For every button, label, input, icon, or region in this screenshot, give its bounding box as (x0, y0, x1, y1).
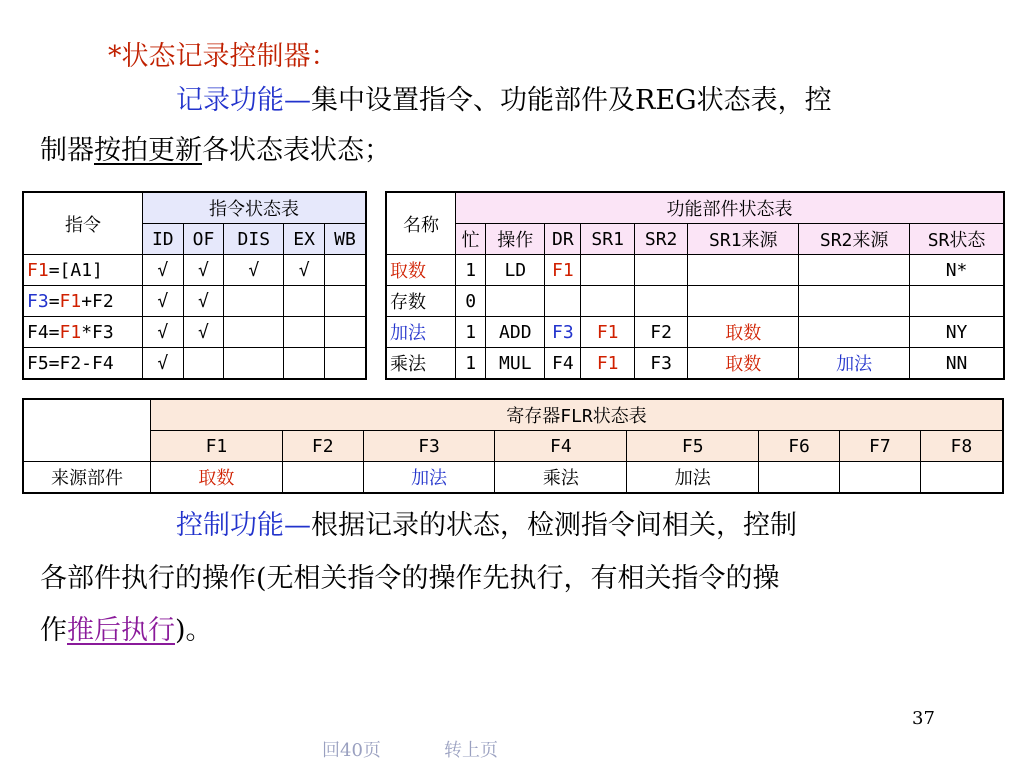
deferred-exec-link[interactable]: 推后执行 (67, 615, 175, 646)
register-status-table (22, 398, 1004, 494)
fu-name-header: 名称 (386, 192, 456, 255)
table-row (23, 348, 366, 380)
reg-source: 加法 (627, 462, 759, 494)
fu-cell (486, 286, 545, 317)
reg-source: 加法 (363, 462, 495, 494)
fu-cell: F1 (545, 255, 581, 286)
control-text-3-post: )。 (175, 615, 213, 646)
fu-name: 乘法 (386, 348, 456, 380)
fu-col-header: SR2 (634, 224, 687, 255)
stage-mark (284, 348, 325, 380)
stage-header: WB (324, 224, 366, 255)
record-line-1 (176, 76, 832, 126)
fu-cell: F3 (634, 348, 687, 380)
stage-mark: √ (143, 286, 184, 317)
fu-cell: 取数 (688, 317, 799, 348)
reg-col-header: F2 (282, 431, 363, 462)
fu-col-header: SR1来源 (688, 224, 799, 255)
fu-cell (581, 255, 634, 286)
fu-cell: 取数 (688, 348, 799, 380)
fu-cell: F1 (581, 348, 634, 380)
reg-source (282, 462, 363, 494)
stage-mark: √ (143, 317, 184, 348)
table-row (386, 255, 1004, 286)
control-label: 控制功能— (176, 510, 311, 541)
fu-cell (799, 286, 910, 317)
stage-mark (324, 255, 366, 286)
reg-col-header: F7 (839, 431, 920, 462)
fu-group-title: 功能部件状态表 (456, 192, 1005, 224)
control-text-3-pre: 作 (40, 615, 67, 646)
fu-cell: F3 (545, 317, 581, 348)
fu-cell (634, 255, 687, 286)
instruction-cell: F1=[A1] (23, 255, 143, 286)
record-label: 记录功能— (176, 85, 311, 116)
reg-group-title: 寄存器FLR状态表 (151, 399, 1004, 431)
reg-col-header: F1 (151, 431, 283, 462)
record-text-2-underlined: 按拍更新 (94, 135, 202, 166)
fu-name: 存数 (386, 286, 456, 317)
control-text-1: 根据记录的状态，检测指令间相关，控制 (311, 510, 797, 541)
fu-cell (799, 255, 910, 286)
fu-col-header: SR1 (581, 224, 634, 255)
stage-mark (324, 348, 366, 380)
stage-mark: √ (224, 255, 284, 286)
table-row (386, 348, 1004, 380)
stage-mark (324, 317, 366, 348)
table-row (23, 255, 366, 286)
instruction-cell: F3=F1+F2 (23, 286, 143, 317)
stage-mark: √ (183, 255, 224, 286)
reg-source (759, 462, 840, 494)
table-row (23, 286, 366, 317)
fu-cell: 1 (456, 317, 486, 348)
stage-mark: √ (143, 255, 184, 286)
reg-col-header: F4 (495, 431, 627, 462)
table-row (23, 317, 366, 348)
instr-group-title: 指令状态表 (143, 192, 367, 224)
fu-cell (581, 286, 634, 317)
instruction-cell: F4=F1*F3 (23, 317, 143, 348)
fu-cell (545, 286, 581, 317)
fu-cell: NY (910, 317, 1004, 348)
fu-cell: 1 (456, 255, 486, 286)
stage-mark: √ (284, 255, 325, 286)
stage-mark: √ (183, 286, 224, 317)
fu-cell: ADD (486, 317, 545, 348)
fu-cell (910, 286, 1004, 317)
stage-mark (284, 317, 325, 348)
table-row (386, 286, 1004, 317)
control-line-1 (176, 501, 797, 551)
functional-unit-table (385, 191, 1005, 380)
fu-col-header: 忙 (456, 224, 486, 255)
fu-cell: F4 (545, 348, 581, 380)
reg-row-label: 来源部件 (23, 462, 151, 494)
stage-mark: √ (143, 348, 184, 380)
instruction-status-table (22, 191, 367, 380)
reg-source (839, 462, 920, 494)
reg-source: 取数 (151, 462, 283, 494)
reg-empty-header (23, 399, 151, 462)
fu-cell: 1 (456, 348, 486, 380)
stage-mark (224, 348, 284, 380)
control-line-2: 各部件执行的操作(无相关指令的操作先执行，有相关指令的操 (40, 563, 780, 594)
fu-col-header: DR (545, 224, 581, 255)
fu-cell: LD (486, 255, 545, 286)
stage-mark: √ (183, 317, 224, 348)
fu-cell: N* (910, 255, 1004, 286)
fu-cell: 0 (456, 286, 486, 317)
stage-mark (224, 317, 284, 348)
instruction-cell: F5=F2-F4 (23, 348, 143, 380)
back-to-page-40-link[interactable]: 回40页 (322, 740, 381, 761)
reg-col-header: F3 (363, 431, 495, 462)
instr-col-header: 指令 (23, 192, 143, 255)
fu-col-header: SR状态 (910, 224, 1004, 255)
page-number: 37 (912, 708, 935, 729)
fu-cell: NN (910, 348, 1004, 380)
fu-cell: F1 (581, 317, 634, 348)
stage-mark (284, 286, 325, 317)
fu-cell: F2 (634, 317, 687, 348)
table-row (23, 462, 1003, 494)
stage-mark (324, 286, 366, 317)
reg-source: 乘法 (495, 462, 627, 494)
stage-header: ID (143, 224, 184, 255)
record-text-1: 集中设置指令、功能部件及REG状态表，控 (311, 85, 832, 116)
fu-cell: MUL (486, 348, 545, 380)
reg-col-header: F6 (759, 431, 840, 462)
stage-header: EX (284, 224, 325, 255)
fu-cell (688, 286, 799, 317)
record-line-2 (40, 126, 391, 176)
reg-col-header: F5 (627, 431, 759, 462)
stage-header: OF (183, 224, 224, 255)
stage-mark (183, 348, 224, 380)
fu-cell (799, 317, 910, 348)
fu-name: 加法 (386, 317, 456, 348)
table-row (386, 317, 1004, 348)
fu-name: 取数 (386, 255, 456, 286)
control-line-3 (40, 606, 213, 656)
fu-col-header: 操作 (486, 224, 545, 255)
reg-col-header: F8 (920, 431, 1003, 462)
fu-cell (634, 286, 687, 317)
slide-title: *状态记录控制器： (108, 41, 338, 72)
record-text-2-post: 各状态表状态； (202, 135, 391, 166)
reg-source (920, 462, 1003, 494)
stage-header: DIS (224, 224, 284, 255)
stage-mark (224, 286, 284, 317)
fu-col-header: SR2来源 (799, 224, 910, 255)
fu-cell: 加法 (799, 348, 910, 380)
previous-page-link[interactable]: 转上页 (444, 740, 498, 761)
fu-cell (688, 255, 799, 286)
record-text-2-pre: 制器 (40, 135, 94, 166)
